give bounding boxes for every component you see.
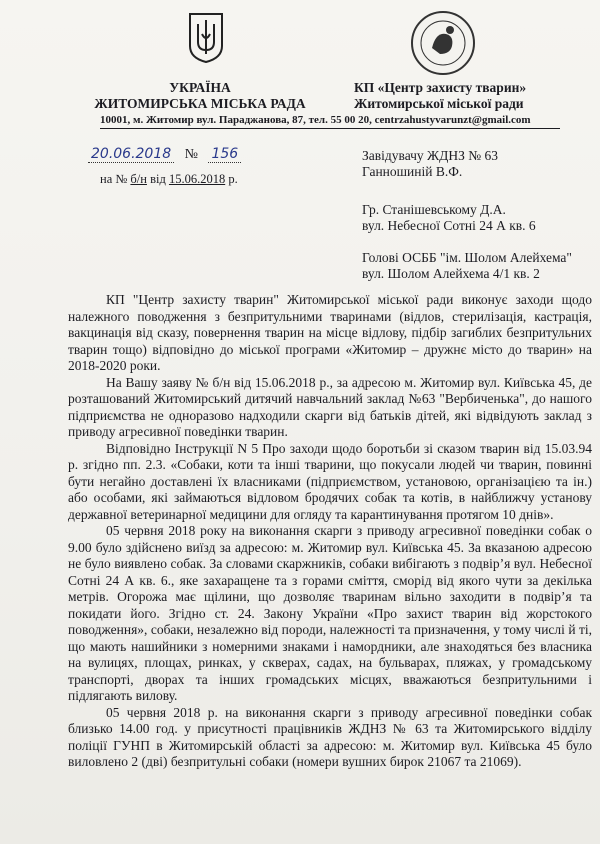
recipient-3-line2: вул. Шолом Алейхема 4/1 кв. 2 — [362, 266, 540, 281]
paragraph-2: На Вашу заяву № б/н від 15.06.2018 р., за адресою м. Житомир вул. Київська 45, де розташований Житомирський дитячий навчальний заклад №63 "Вербиченька", до нашого підприємства не одноразово надходили скарги від батьків дітей, які відвідують заклад з приводу агресивної поведінки тварин. — [68, 374, 592, 439]
header-council: ЖИТОМИРСЬКА МІСЬКА РАДА — [94, 96, 306, 111]
recipient-1-line2: Ганношиній В.Ф. — [362, 164, 463, 179]
recipient-2-line2: вул. Небесної Сотні 24 А кв. 6 — [362, 218, 536, 233]
recipient-2-line1: Гр. Станішевському Д.А. — [362, 202, 506, 217]
header-org-name: КП «Центр захисту тварин» — [354, 80, 527, 95]
reference-line — [100, 172, 238, 187]
trident-coat-of-arms-icon — [186, 12, 226, 64]
ref-date: 15.06.2018 — [168, 172, 226, 186]
header-org-sub: Житомирської міської ради — [354, 96, 524, 111]
ref-mid: від — [150, 172, 166, 186]
ref-prefix: на № — [100, 172, 128, 186]
outgoing-number: 156 — [208, 146, 241, 163]
ref-suffix: р. — [228, 172, 238, 186]
city-council-header — [60, 80, 340, 112]
letter-body — [68, 292, 592, 771]
recipient-block-3 — [362, 250, 572, 282]
number-label: № — [184, 147, 198, 162]
header-address: 10001, м. Житомир вул. Параджанова, 87, тел. 55 00 20, centrzahustyvarunzt@gmail.com — [100, 114, 560, 129]
paragraph-3: Відповідно Інструкції N 5 Про заходи щодо боротьби зі сказом тварин від 15.03.94 р. згідно пп. 2.3. «Собаки, коти та інші тварини, що покусали людей чи тварин, повинні бути негайно доставлені їх власниками (підприємством, установою, організацією та ін.) або особами, які займаються відловом бродячих собак та котів, в найближчу установу державної ветеринарної медицини для огляду та карантинування протягом 10 днів». — [68, 440, 592, 522]
recipient-3-line1: Голові ОСББ "ім. Шолом Алейхема" — [362, 250, 572, 265]
ref-number: б/н — [130, 172, 147, 186]
outgoing-date: 20.06.2018 — [88, 146, 174, 163]
recipient-1-line1: Завідувачу ЖДНЗ № 63 — [362, 148, 499, 163]
paragraph-5: 05 червня 2018 р. на виконання скарги з приводу агресивної поведінки собак близько 14.00 год. у присутності працівників ЖДНЗ № 63 та Житомирського відділу поліції ГУНП в Житомирській області за адресою: м. Житомир вул. Київська 45 було виловлено 2 (дві) безпритульні собаки (номери вушних бирок 21067 та 21069). — [68, 704, 592, 769]
recipient-block-2 — [362, 202, 536, 234]
animal-protection-seal-icon — [410, 10, 476, 76]
header-country: УКРАЇНА — [169, 80, 231, 95]
paragraph-4: 05 червня 2018 року на виконання скарги з приводу агресивної поведінки собак о 9.00 було здійснено виїзд за адресою: м. Житомир вул. Київська 45. За вказаною адресою не було виявлено собак. За словами скаржників, собаки вибігають з подвір’я вул. Небесної Сотні 24 А кв. 6., яке захаращене та з горами сміття, сморід від якого чути за декілька метрів. Огорожа має щілини, що дозволяє тваринам вільно заходити в подвір’я та покидати його. Згідно ст. 24. Закону України «Про захист тварин від жорстокого поводження», собаки, незалежно від породи, належності та призначення, у тому числі й ті, що мають нашийники з номерними знаками і намордники, але знаходяться без власника на вулицях, площах, ринках, у скверах, садах, на бульварах, пляжах, у громадському транспорті, дворах та інших громадських місцях, вважаються безпритульними і підлягають вилову. — [68, 523, 592, 703]
organization-header — [354, 80, 574, 112]
paragraph-1: КП "Центр захисту тварин" Житомирської міської ради виконує заходи щодо належного поводження з безпритульними тваринами (відлов, стерилізація, кастрація, вакцинація від сказу, повернення тварин на місце відлову, підбір загиблих безпритульних тварин тощо) відповідно до міської програми «Житомир – дружнє місто до тварин» на 2018-2020 роки. — [68, 292, 592, 373]
recipient-block-1 — [362, 148, 498, 180]
outgoing-date-number — [88, 146, 241, 163]
